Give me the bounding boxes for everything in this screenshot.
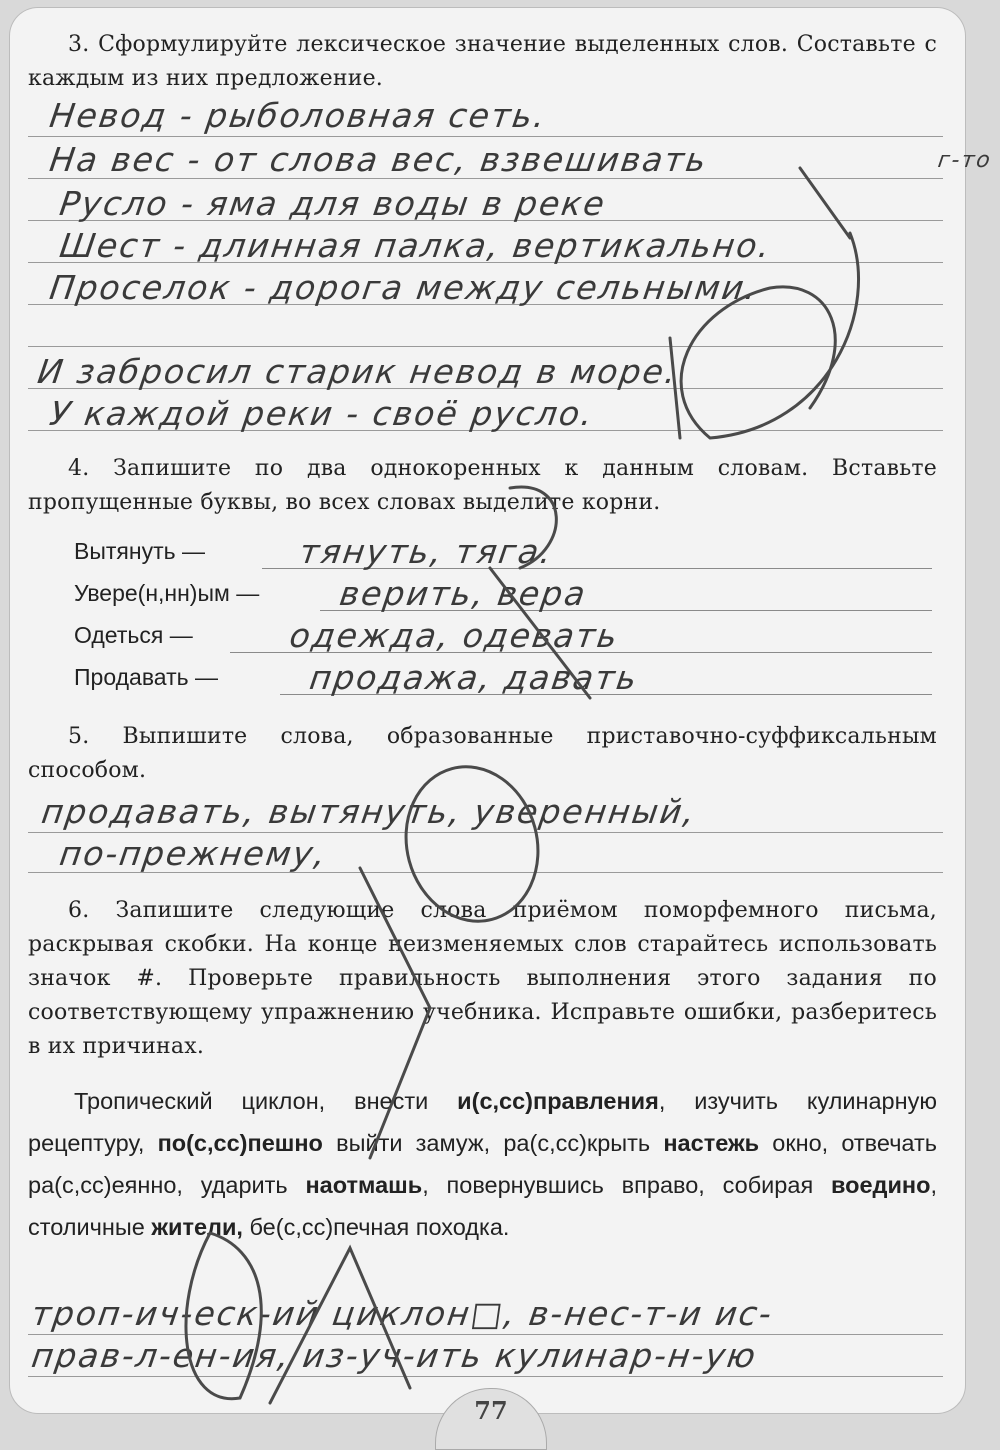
bold-word: наотмашь [305,1172,423,1198]
word-text: бе(с,сс)печная походка. [242,1214,510,1240]
word-text: выйти замуж, ра(с,сс)крыть [322,1130,664,1156]
bold-word: настежь [663,1130,760,1156]
workbook-page [10,8,994,1425]
handwritten-answer: продавать, вытянуть, уверенный, [39,792,699,831]
handwritten-answer: Русло - яма для воды в реке [57,184,609,223]
bold-word: и(с,сс)правления [457,1088,659,1114]
bold-word: по(с,сс)пешно [157,1130,323,1156]
word-text: , столичные [28,1172,937,1240]
bold-word: жители, [151,1214,243,1240]
handwritten-answer: Шест - длинная палка, вертикально. [57,226,775,265]
page-number: 77 [435,1388,547,1450]
task4-word: Увере(н,нн)ым — [74,580,260,606]
task4-word: Продавать — [74,664,218,690]
word-text: , повернувшись вправо, собирая [422,1172,831,1198]
task3-prompt: 3. Сформулируйте лексическое значение выделенных слов. Составьте с каждым из них предложение. [28,32,937,91]
handwritten-answer: продажа, давать [307,658,641,697]
handwritten-answer: Проселок - дорога между сельными. [47,268,761,307]
handwritten-answer: Невод - рыболовная сеть. [47,96,550,135]
handwritten-answer: прав-л-ен-ия, из-уч-ить кулинар-н-ую [29,1336,760,1375]
handwritten-answer: тянуть, тяга. [297,532,556,571]
task4-word: Одеться — [74,622,193,648]
word-text: Тропический циклон, внести [74,1088,458,1114]
handwritten-answer: На вес - от слова вес, взвешивать [47,140,711,179]
task6-prompt: 6. Запишите следующие слова приёмом поморфемного письма, раскрывая скобки. На конце неизменяемых слов старайтесь использовать значок #. Проверьте правильность выполнения этого задания по соответствующему упражнению учебника. Исправьте ошибки, разберитесь в их причинах. [28,898,937,1059]
bold-word: воедино [830,1172,931,1198]
word-text: , изучить кулинарную рецептуру, [28,1088,937,1156]
handwritten-answer: И забросил старик невод в море. [35,352,681,391]
task5-prompt: 5. Выпишите слова, образованные приставочно-суффиксальным способом. [28,724,937,783]
handwritten-answer: одежда, одевать [287,616,622,655]
handwritten-answer: троп-ич-еск-ий циклон□, в-нес-т-и ис- [29,1294,776,1333]
handwritten-answer: верить, вера [337,574,590,613]
task4-prompt: 4. Запишите по два однокоренных к данным словам. Вставьте пропущенные буквы, во всех словах выделите корни. [28,456,937,515]
task4-word: Вытянуть — [74,538,205,564]
handwritten-margin-note: г-то [936,148,994,173]
handwritten-answer: по-прежнему, [57,834,330,873]
word-text: окно, отвечать ра(с,сс)еянно, ударить [28,1130,937,1198]
teacher-pencil-marks [10,8,965,1413]
handwritten-answer: У каждой реки - своё русло. [47,394,597,433]
